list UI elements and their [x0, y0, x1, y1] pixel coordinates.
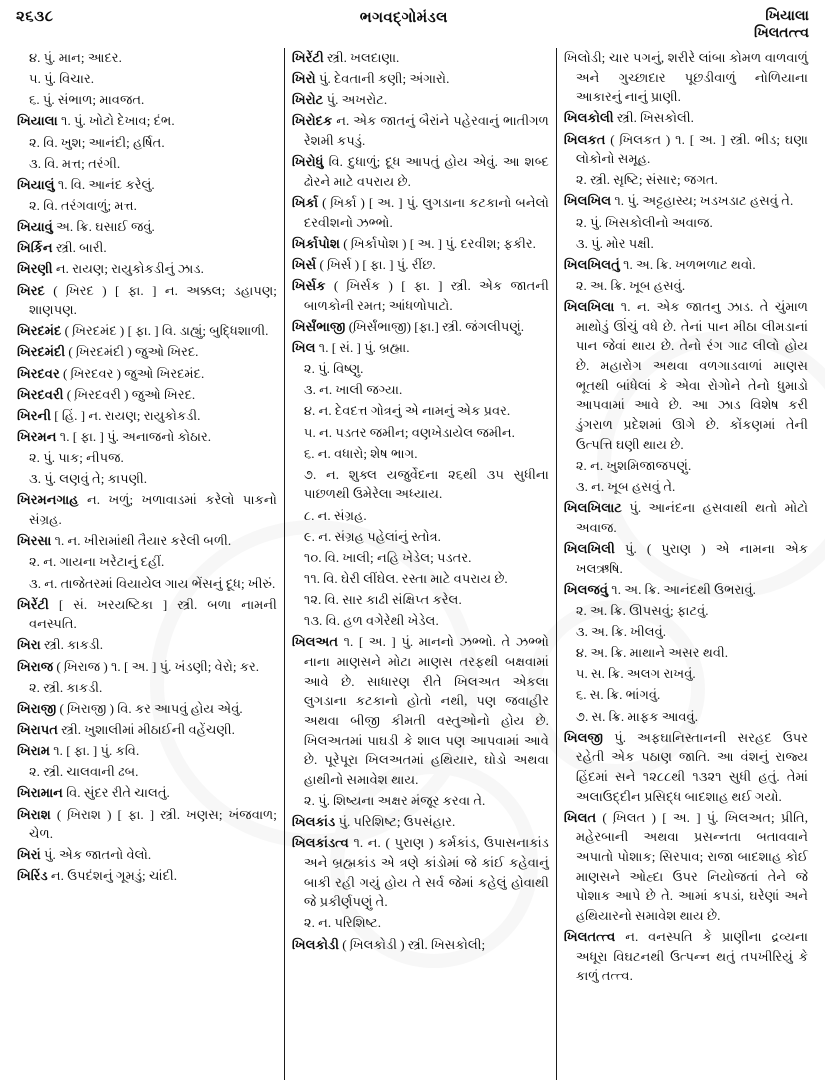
dictionary-entry: ખિરાશ ( ખિ઼રાશ ) [ ફા. ] સ્ત્રી. ખણસ; ખંજવાળ; ચેળ. [17, 806, 277, 842]
headword: ખિર્કિન [17, 240, 53, 256]
headword: ખિરાજી [17, 700, 57, 716]
dictionary-entry: ખિલકત ( ખિ઼લકત ) ૧. [ અ. ] સ્ત્રી. ભીડ; ઘણા લોકોનો સમૂહ. [563, 131, 809, 167]
headword: ખિલકાંડ [291, 814, 336, 830]
headword: ખિલખિલાટ [563, 500, 622, 516]
sense-line: ૧૨. વિ. સાર કાઢી સંક્ષિપ્ત કરેલ. [303, 592, 462, 608]
dictionary-entry: ખિયાવું અ. ક્રિ. ઘસાઈ જવું. [17, 219, 155, 235]
headword: ખિરિંડ [17, 868, 48, 884]
sense-line: ૨. પું. વિષ્ણુ. [303, 361, 364, 377]
headword: ખિરમનગાહ [17, 492, 79, 508]
sense-line: ૨. પું. શિષ્યના અક્ષર મંજૂર કરવા તે. [303, 793, 486, 809]
headword: ખિરોદક [291, 113, 333, 129]
sense-line: ૩. વિ. મત્ત; તરંગી. [29, 155, 121, 171]
dictionary-entry: ખિરાજ ( ખિ઼રાજ ) ૧. [ અ. ] પું. ખંડણી; વેરો; કર. [17, 658, 260, 674]
dictionary-entry: ખિલખિલાટ પું. આનંદના હસવાથી થતો મોટો અવાજ. [563, 500, 809, 535]
dictionary-entry: ખિરોધું વિ. દુધાળું; દૂધ આપતું હોય એવું. આ શબ્દ ઢોરને માટે વપરાય છે. [291, 154, 549, 189]
headword: ખિરદમંદ [17, 323, 62, 339]
dictionary-entry: ખિરામ ૧. [ ફા. ] પું. કવિ. [17, 743, 140, 759]
book-title: ભગવદ્ગોમંડલ [359, 10, 448, 26]
sense-line: ૨. સ્ત્રી. સૃષ્ટિ; સંસાર; જગત. [575, 172, 718, 188]
sense-line: ૩. અ. ક્રિ. ખીલવું. [575, 623, 667, 639]
headword: ખિરાજ [17, 658, 54, 674]
dictionary-entry: ખિરદમંદ ( ખિ઼રદમંદ ) [ ફા. ] વિ. ડાહ્યું; બુદ્ધિશાળી. [17, 323, 269, 339]
headword: ખિર્કા [291, 194, 319, 210]
headword: ખિયાલું [17, 176, 55, 192]
guide-word-last: ખિલતત્ત્વ [754, 26, 809, 42]
headword: ખિરમન [17, 429, 57, 445]
running-head [6, 6, 819, 48]
dictionary-entry: ખિરોદક ન. એક જાતનું બૈરાંને પહેરવાનું ભાતીગળ રેશમી કપડું. [291, 113, 549, 149]
dictionary-entry: ખિરસા ૧. ન. ખીરામાંથી તૈયાર કરેલી બળી. [17, 533, 232, 549]
dictionary-entry: ખિયાલા ૧. પું. ખોટો દેખાવ; દંભ. [17, 113, 175, 129]
dictionary-entry: ખિરદવરી ( ખિ઼રદવરી ) જુઓ ખિરદ. [17, 386, 196, 402]
sense-line: ૨. વિ. ખુશ; આનંદી; હર્ષિત. [29, 134, 165, 150]
sense-line: ૩. ન. ખાલી જગ્યા. [303, 382, 403, 398]
headword: ખિર્કાપોશ [291, 235, 340, 251]
dictionary-entry: ખિલતત્ત્વ ન. વનસ્પતિ કે પ્રાણીના દ્રવ્યના અધૂરા વિઘટનથી ઉત્પન્ન થતું તપખીરિયું કે કાળું તત્ત્વ. [563, 929, 809, 984]
dictionary-entry: ખિરોટ પું. અખરોટ. [291, 92, 388, 108]
sense-line: ૨. ન. પરિશિષ્ટ. [303, 915, 382, 931]
dictionary-entry: ખિરા સ્ત્રી. કાકડી. [17, 637, 104, 653]
dictionary-entry: ખિલખિલ ૧. પું. અટ્ટહાસ્ય; ખડખડાટ હસવું તે. [563, 193, 794, 209]
dictionary-entry: ખિલઅત ૧. [ અ. ] પું. માનનો ઝભ્ભો. તે ઝભ્ભો નાના માણસને મોટા માણસ તરફથી બક્ષવામાં આવે છે. સાધારણ રીતે ખિલઅત એકલા લુગડાના કટકાનો હોતો નથી, પણ જવાહીર અથવા બીજી કીમતી વસ્તુઓનો હોય છે. ખિલઅતમાં પાઘડી કે શાલ પણ આપવામાં આવે છે. પૂરેપૂરા ખિલઅતમાં હથિયાર, ઘોડો અથવા હાથીનો સમાવેશ થાય. [291, 634, 549, 787]
dictionary-entry: ખિરદવર ( ખિ઼રદવર ) જુઓ ખિરદમંદ. [17, 365, 205, 381]
sense-line: ૯. ન. સંગ્રહ પહેલાંનું સ્તોત્ર. [303, 528, 441, 544]
dictionary-entry: ખિર્કાપોશ ( ખિ઼ર્કાપોશ ) [ અ. ] પું. દરવીશ; ફકીર. [291, 235, 536, 251]
headword: ખિરની [17, 407, 51, 423]
dictionary-entry: ખિરાપત સ્ત્રી. ખુશાલીમાં મીઠાઈની વહેંચણી. [17, 722, 235, 737]
dictionary-entry: ખિલખિલતું ૧. અ. ક્રિ. ખળભળાટ થવો. [563, 256, 756, 272]
dictionary-entry: ખિલખિલી પું. ( પુરાણ ) એ નામના એક ખલઋષિ. [563, 540, 809, 576]
sense-line: ૪. પું. માન; આદર. [29, 50, 122, 65]
sense-line: ૨. સ્ત્રી. ચાલવાની ઢબ. [29, 764, 139, 780]
sense-line: ૨. ન. ગાયના ખરેટાનું દહીં. [29, 554, 165, 570]
headword: ખિરામ [17, 743, 50, 759]
dictionary-entry: ખિર્કિન સ્ત્રી. બારી. [17, 240, 107, 256]
guide-word-first: ખિયાલા [765, 9, 809, 24]
dictionary-entry: ખિલખિલા ૧. ન. એક જાતનુ ઝાડ. તે ચુંમાળ માથોડું ઊંચું વધે છે. તેનાં પાન મીઠા લીમડાનાં પાન જેવાં થાય છે. તેનો રંગ ગાઢ લીલો હોય છે. મહારોગ અથવા વળગાડવાળાં માણસ ભૂતથી બાંધેલાં કે એવા રોગોને તેનો ધુમાડો આપવામાં આવે છે. આ ઝાડ વિશેષ કરી ડુંગરાળ પ્રદેશમાં ઊગે છે. કોંકણમાં તેની ઉત્પત્તિ ઘણી થાય છે. [563, 299, 809, 452]
headword: ખિયાવું [17, 219, 53, 235]
sense-line: ૪. અ. ક્રિ. માથાને અસર થવી. [575, 645, 729, 661]
sense-line: ૨. ન. ખુશમિજાજપણું. [575, 457, 692, 473]
dictionary-entry: ખિર્સ ( ખિ઼ર્સ ) [ ફા. ] પું. રીંછ. [291, 256, 436, 272]
sense-line: ૧૦. વિ. ખાલી; નહિ ખેડેલ; પડતર. [303, 549, 472, 565]
headword: ખિરો [291, 71, 316, 87]
headword: ખિરદવરી [17, 386, 64, 402]
sense-line: ૬. પું. સંભાળ; માવજત. [29, 92, 145, 108]
sense-line: ૩. પું. લણવું તે; કાપણી. [29, 471, 148, 487]
headword: ખિરદ [17, 282, 45, 298]
headword: ખિલકોડી [291, 936, 339, 952]
headword: ખિલખિલતું [563, 256, 620, 272]
headword: ખિરાપત [17, 722, 58, 737]
dictionary-entry: ખિર્સક ( ખિ઼ર્સક ) [ ફા. ] સ્ત્રી. એક જાતની બાળકોની રમત; આંધળોપાટો. [291, 278, 549, 313]
headword: ખિલખિલી [563, 540, 615, 556]
sense-line: ૭. સ. ક્રિ. માફક આવવું. [575, 708, 698, 724]
dictionary-entry: ખિરેંટી [ સં. ખરયષ્ટિકા ] સ્ત્રી. બળા નામની વનસ્પતિ. [17, 596, 277, 632]
sense-line: ૬. ન. વધારો; શેષ ભાગ. [303, 445, 418, 461]
dictionary-entry: ખિર્કા ( ખિ઼ર્કા ) [ અ. ] પું. લુગડાના કટકાનો બનેલો દરવીશનો ઝભ્ભો. [291, 194, 549, 230]
headword: ખિર્સંભાજી [291, 318, 346, 334]
sense-line: ૩. ન. તાજેતરમાં વિયાયેલ ગાય ભેંસનું દૂધ; ખીરું. [29, 575, 276, 591]
headword: ખિરાં [17, 847, 41, 863]
dictionary-entry: ખિરદ ( ખિ઼રદ ) [ ફા. ] ન. અક્કલ; ડહાપણ; શાણપણ. [17, 282, 277, 318]
headword: ખિલકાંડત્વ [291, 835, 349, 851]
sense-line: ૨. અ. ક્રિ. ખૂબ હસવું. [575, 278, 686, 294]
headword: ખિરામાન [17, 785, 63, 801]
text-columns [6, 48, 819, 1080]
sense-line: ૪. ન. દેવદત્ત ગોત્રનું એ નામનું એક પ્રવર. [303, 403, 511, 419]
headword: ખિરોટ [291, 92, 324, 108]
sense-line: ૮. ન. સંગ્રહ. [303, 507, 367, 523]
dictionary-entry: ખિલજી પું. અફઘાનિસ્તાનની સરહદ ઉપર રહેતી એક પઠાણ જાતિ. આ વંશનું રાજ્ય હિંદમાં સને ૧૨૮૮થી ૧૩૨૧ સુધી હતું. તેમાં અલાઉદ્દીન પ્રસિદ્ધ બાદશાહ થઈ ગયો. [563, 729, 809, 804]
headword: ખિલઅત [291, 634, 339, 650]
sense-line: ૧૩. વિ. હળ વગેરેથી ખેડેલ. [303, 613, 439, 629]
sense-line: ૧૧. વિ. ઘેરી લીંઘેલ. રસ્તા માટે વપરાય છે. [303, 571, 508, 587]
headword: ખિરદમંદી [17, 344, 66, 360]
sense-line: ૩. ન. ખૂબ હસવું તે. [575, 478, 676, 494]
headword: ખિલત [563, 809, 597, 825]
sense-line: ૬. સ. ક્રિ. ભાંગવું. [575, 687, 661, 703]
sense-line: ૨. અ. ક્રિ. ઊપસવું; ફાટવું. [575, 602, 709, 618]
headword: ખિલકોલી [563, 110, 614, 126]
headword: ખિલકત [563, 131, 606, 147]
dictionary-entry: ખિરમન ૧. [ ફા. ] પું. અનાજનો કોઠાર. [17, 429, 212, 445]
headword: ખિલતત્ત્વ [563, 929, 616, 945]
dictionary-entry: ખિયાલું ૧. વિ. આનંદ કરેલું. [17, 176, 155, 192]
sense-line: ૫. સ. ક્રિ. અલગ રાખવું. [575, 666, 696, 682]
dictionary-entry: ખિરાં પું. એક જાતનો વેલો. [17, 847, 152, 863]
dictionary-entry: ખિરેંટી સ્ત્રી. ખલદાણા. [291, 50, 400, 65]
headword: ખિર્સક [291, 278, 326, 294]
dictionary-entry: ખિલકોડી ( ખિ઼લકોડી ) સ્ત્રી. ખિસકોલી; [291, 936, 486, 952]
dictionary-entry: ખિલકોલી સ્ત્રી. ખિસકોલી. [563, 110, 694, 126]
dictionary-entry: ખિલત ( ખિ઼લત ) [ અ. ] પું. ખિલઅત; પ્રીતિ, મહેરબાની અથવા પ્રસન્નતા બતાવવાને અપાતો પોશાક; સિરપાવ; રાજા બાદશાહ કોઈ માણસને ઓહ્દા ઉપર નિયોજતાં તેને જે પોશાક આપે છે તે. આમાં કપડાં, ઘરેણાં અને હથિયારનો સમાવેશ થાય છે. [563, 809, 809, 923]
sense-line: ૨. સ્ત્રી. કાકડી. [29, 679, 103, 695]
headword: ખિલ [291, 339, 316, 355]
dictionary-entry: ખિરણી ન. રાયણ; રાયુકોકડીનું ઝાડ. [17, 261, 204, 277]
dictionary-entry: ખિલકાંડ પું. પરિશિષ્ટ; ઉપસંહાર. [291, 814, 456, 830]
headword: ખિલજી [563, 729, 604, 745]
headword: ખિરેંટી [17, 596, 49, 612]
dictionary-entry: ખિરમનગાહ ન. ખળું; ખળાવાડમાં કરેલો પાકનો સંગ્રહ. [17, 492, 277, 528]
dictionary-entry: ખિલજવું ૧. અ. ક્રિ. આનંદથી ઉભરાવું. [563, 581, 756, 597]
page-folio-number: ૨૬૩૮ [16, 9, 54, 25]
guide-words [754, 8, 809, 42]
dictionary-entry: ખિરાજી ( ખિ઼રાજી ) વિ. કર આપવું હોય એવું. [17, 700, 243, 716]
headword: ખિલજવું [563, 581, 609, 597]
headword: ખિરેંટી [291, 50, 324, 65]
dictionary-entry: ખિર્સંભાજી (ખિ઼ર્સંભાજી) [ફા.] સ્ત્રી. જંગલીપણું. [291, 318, 525, 334]
headword: ખિલખિલા [563, 299, 615, 315]
headword: ખિરાશ [17, 806, 51, 822]
headword: ખિરદવર [17, 365, 60, 381]
headword: ખિયાલા [17, 113, 58, 129]
headword: ખિરસા [17, 533, 52, 549]
headword: ખિરણી [17, 261, 53, 277]
sense-line: ૨. પું. ખિસકોલીનો અવાજ. [575, 214, 713, 230]
column-1 [10, 48, 284, 1080]
headword: ખિર્સ [291, 256, 317, 272]
sense-line: ૫. ન. પડતર જમીન; વણખેડાયેલ જમીન. [303, 424, 515, 440]
sense-line: ૫. પું. વિચાર. [29, 71, 95, 87]
dictionary-entry: ખિરામાન વિ. સુંદર રીતે ચાલતું. [17, 785, 170, 801]
headword: ખિરા [17, 637, 41, 653]
dictionary-entry: ખિરિંડ ન. ઉપદંશનું ગૂમડું; ચાંદી. [17, 868, 177, 884]
dictionary-entry: ખિરની [ હિં. ] ન. રાયણ; રાયુકોકડી. [17, 407, 201, 423]
dictionary-entry: ખિલોડી; ચાર પગનું, શરીરે લાંબા કોમળ વાળવાળું અને ગુચ્છાદાર પૂછડીવાળું નોળિયાના આકારનું નાનું પ્રાણી. [563, 50, 809, 105]
column-2 [284, 48, 556, 1080]
sense-line: ૨. પું. પાક; નીપજ. [29, 450, 124, 466]
column-3 [556, 48, 815, 1080]
dictionary-entry: ખિલ ૧. [ સં. ] પું. બ્રહ્મા. [291, 339, 410, 355]
sense-line: ૨. વિ. તરંગવાળું; મત્ત. [29, 197, 137, 213]
headword: ખિલખિલ [563, 193, 612, 209]
sense-line: ૭. ન. શુક્લ યજુર્વેદના ૨૬થી ૩૫ સુધીના પાછળથી ઉમેરેલા અધ્યાય. [303, 466, 549, 502]
headword: ખિરોધું [291, 154, 324, 170]
dictionary-entry: ખિલકાંડત્વ ૧. ન. ( પુરાણ ) કર્મકાંડ, ઉપાસનાકાંડ અને બ્રહ્મકાંડ એ ત્રણે કાંડોમાં જે કાંઈ કહેવાનું બાકી રહી ગયું હોય તે સર્વ જેમાં કહેલું હોવાથી જે પ્રકીર્ણપણું તે. [291, 835, 549, 910]
dictionary-entry: ખિરો પું. દેવતાની કણી; અંગારો. [291, 71, 450, 87]
dictionary-entry: ખિરદમંદી ( ખિ઼રદમંદી ) જુઓ ખિરદ. [17, 344, 199, 360]
sense-line: ૩. પું. મોર પક્ષી. [575, 235, 654, 251]
